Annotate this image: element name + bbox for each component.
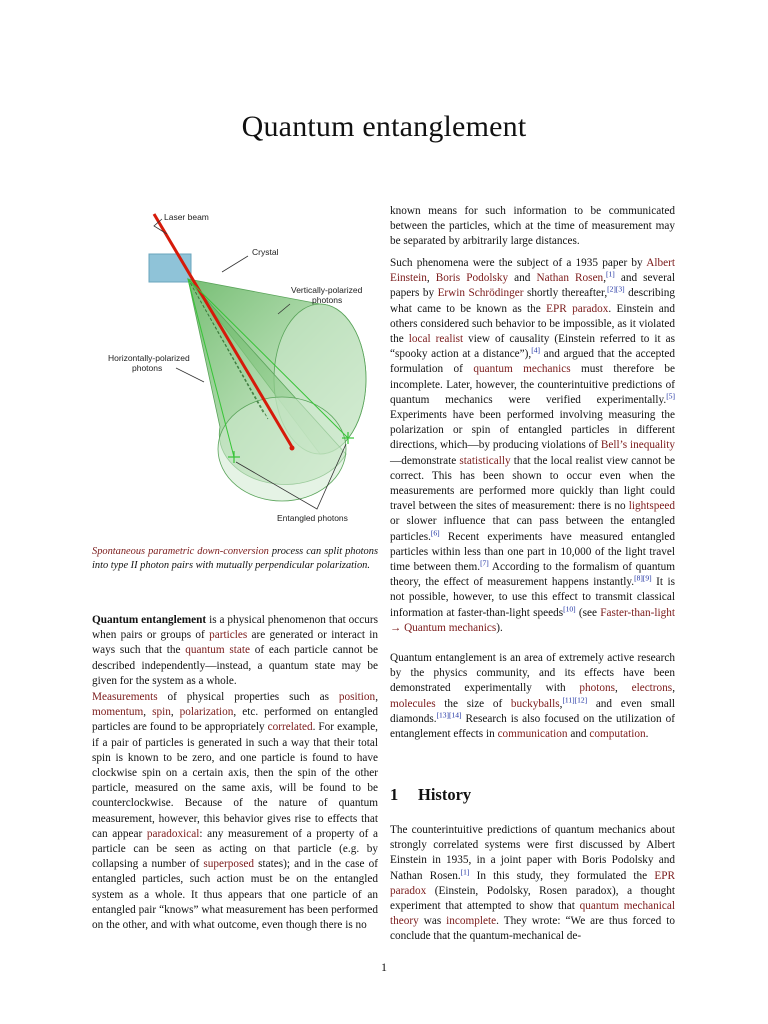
link-computation[interactable]: computation (589, 728, 646, 741)
right-para-1: known means for such information to be communicated between the particles, which at the time of measurement may be separated by arbitrarily large distances. (390, 205, 675, 248)
link-lightspeed[interactable]: lightspeed (628, 500, 675, 513)
horizontal-cone-base (218, 397, 346, 501)
section-number: 1 (390, 785, 399, 804)
leader-line (176, 368, 204, 382)
right-para-3: Quantum entanglement is an area of extremely active research by the physics community, and its effects have been demonstrated experimentally with photons, electrons, molecules the size of buckyballs,[11][12] and even small diamonds.[13][14] Research is also focused on the utilization of entanglement effects in communication and computation. (390, 652, 675, 741)
label-vertical-2: photons (312, 295, 343, 305)
section-title: History (418, 785, 472, 804)
link-local-realist[interactable]: local realist (408, 333, 464, 346)
beam-end (290, 446, 295, 451)
label-horizontal-2: photons (132, 363, 163, 373)
label-crystal: Crystal (252, 247, 279, 257)
link-schrodinger[interactable]: Erwin Schrödinger (437, 287, 524, 300)
link-spin[interactable]: spin (152, 706, 171, 719)
link-polarization[interactable]: polarization (179, 706, 234, 719)
link-paradoxical[interactable]: paradoxical (146, 827, 200, 840)
link-momentum[interactable]: momentum (92, 706, 144, 719)
leader-line (222, 256, 248, 272)
history-paragraph: The counterintuitive predictions of quantum mechanics about strongly correlated systems were first discussed by Albert Einstein in 1935, in a joint paper with Boris Podolsky and Nathan Rosen.[1] In this study, they formulated the EPR paradox (Einstein, Podolsky, Rosen paradox), a thought experiment that attempted to show that quantum mechanical theory was incomplete. They wrote: “We are thus forced to conclude that the quantum-mechanical de- (390, 824, 676, 943)
figure-caption (92, 545, 378, 572)
link-communication[interactable]: communication (497, 728, 568, 741)
link-buckyballs[interactable]: buckyballs (510, 697, 560, 710)
link-bell[interactable]: Bell’s inequality (600, 439, 676, 452)
link-einstein[interactable]: Albert Einstein (390, 257, 675, 285)
link-incomplete[interactable]: incomplete (446, 915, 497, 928)
link-epr[interactable]: EPR paradox (546, 302, 609, 315)
link-ftl[interactable]: Faster-than-light → Quantum mechanics (390, 606, 675, 634)
link-superposed[interactable]: superposed (203, 858, 255, 871)
link-molecules[interactable]: molecules (390, 697, 436, 710)
link-electrons[interactable]: electrons (631, 682, 673, 695)
measurements-paragraph: Measurements of physical properties such as position, momentum, spin, polarization, etc. performed on entangled particles are found to be appropriately correlated. For example, if a pair of particles is generated in such a way that their total spin is known to be zero, and one particle is found to have clockwise spin on a certain axis, then the spin of the other particle, measured on the same axis, will be found to be counterclockwise. Because of the nature of quantum measurement, however, this behavior gives rise to effects that can appear paradoxical: any measurement of a property of a particle can be seen as acting on that particle (e.g. by collapsing a number of superposed states); and in the case of entangled particles, such action must be on the entangled system as a whole. It thus appears that one particle of an entangled pair “knows” what measurement has been performed on the other, and with what outcome, even though there is no (92, 691, 379, 932)
label-horizontal-1: Horizontally-polarized (108, 353, 190, 363)
page-number: 1 (381, 960, 387, 974)
caption-link[interactable]: Spontaneous parametric down-conversion (92, 546, 269, 557)
link-correlated[interactable]: correlated (267, 721, 313, 734)
right-para-2: Such phenomena were the subject of a 1935 paper by Albert Einstein, Boris Podolsky and Nathan Rosen,[1] and several papers by Erwin Schrödinger shortly thereafter,[2][3] describing what came to be known as the EPR paradox. Einstein and others considered such behavior to be impossible, as it violated the local realist view of causality (Einstein referred to it as “spooky action at a distance”),[4] and argued that the accepted formulation of quantum mechanics must therefore be incomplete. Later, however, the counterintuitive predictions of quantum mechanics were verified experimentally.[5] Experiments have been performed involving measuring the polarization or spin of entangled particles in different directions, which—by producing violations of Bell’s inequality—demonstrate statistically that the local realist view cannot be correct. This has been shown to occur even when the measurements are performed more quickly than light could travel between the sites of measurement: there is no lightspeed or slower influence that can pass between the entangled particles.[6] Recent experiments have measured entangled particles within less than one part in 10,000 of the light travel time between them.[7] According to the formalism of quantum theory, the effect of measurement happens instantly.[8][9] It is not possible, however, to use this effect to transmit classical information at faster-than-light speeds[10] (see Faster-than-light → Quantum mechanics). (390, 257, 676, 634)
link-qm[interactable]: quantum mechanics (473, 363, 571, 376)
intro-paragraph: Quantum entanglement is a physical phenomenon that occurs when pairs or groups of particles are generated or interact in ways such that the quantum state of each particle cannot be described independently—instead, a quantum state may be given for the system as a whole. (92, 614, 378, 687)
entanglement-diagram (92, 204, 378, 534)
label-entangled: Entangled photons (277, 513, 348, 523)
link-qm-theory[interactable]: quantum mechanical theory (390, 900, 676, 928)
link-rosen[interactable]: Nathan Rosen (536, 272, 604, 285)
link-position[interactable]: position (338, 691, 376, 703)
section-heading (390, 785, 471, 805)
page-title: Quantum entanglement (241, 110, 527, 143)
link-particles[interactable]: particles (209, 629, 248, 642)
link-podolsky[interactable]: Boris Podolsky (435, 272, 509, 285)
label-laser: Laser beam (164, 212, 209, 222)
entanglement-figure (92, 204, 378, 534)
link-measurements[interactable]: Measurements (92, 691, 158, 703)
label-vertical-1: Vertically-polarized (291, 285, 363, 295)
link-photons[interactable]: photons (579, 682, 615, 695)
caption-text: process can split photons into type II photon pairs with mutually perpendicular polarization. (92, 546, 378, 571)
link-epr-2[interactable]: EPR paradox (390, 869, 675, 897)
link-statistically[interactable]: statistically (459, 454, 511, 467)
link-quantum-state[interactable]: quantum state (185, 644, 251, 657)
